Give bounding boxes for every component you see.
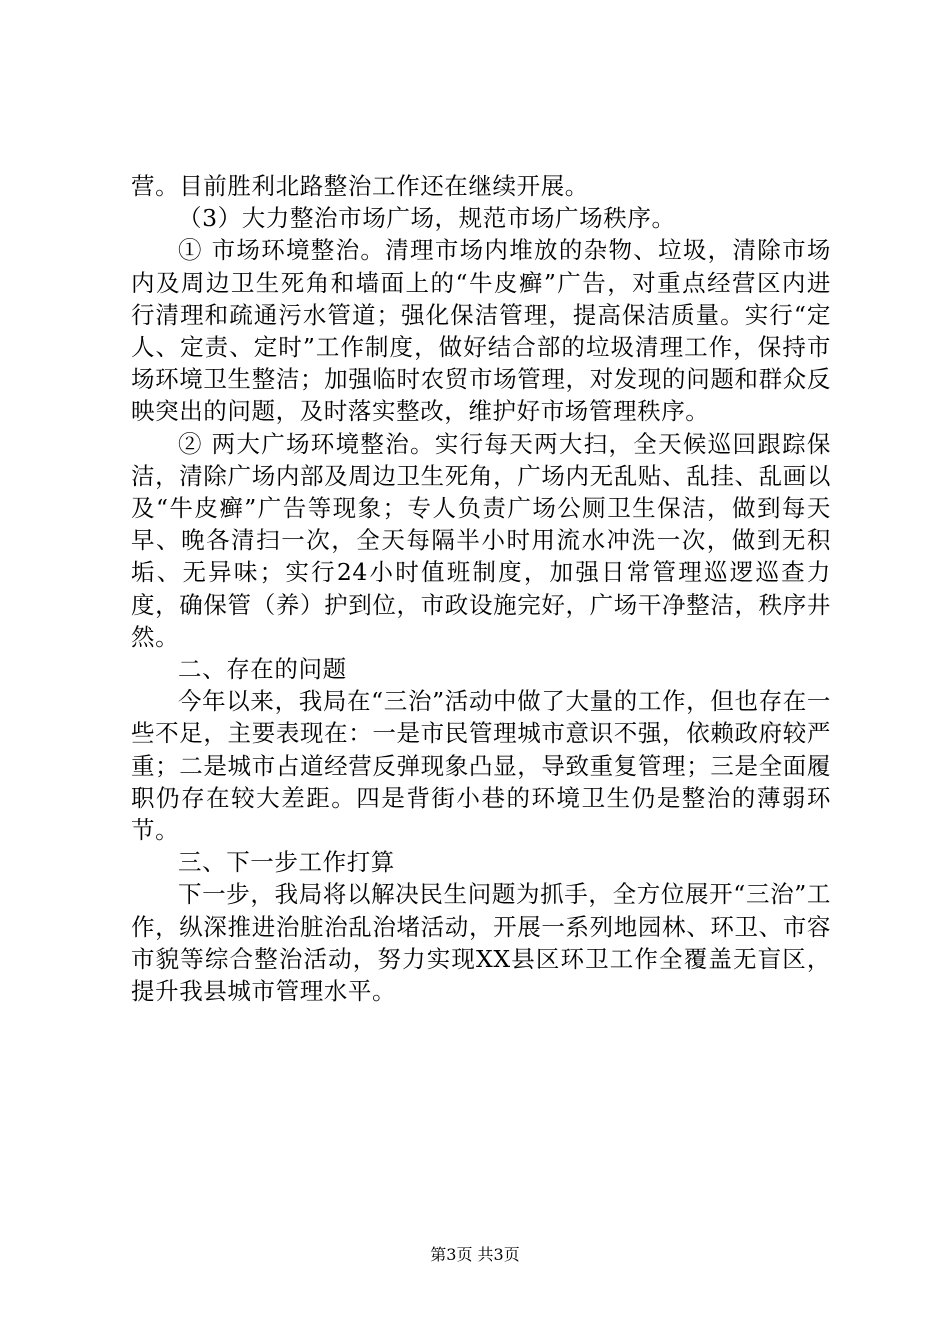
paragraph-market-environment: ① 市场环境整治。清理市场内堆放的杂物、垃圾，清除市场内及周边卫生死角和墙面上的“牛皮癣”广告，对重点经营区内进行清理和疏通污水管道；强化保洁管理，提高保洁质量。实行“定人、定责、定时”工作制度，做好结合部的垃圾清理工作，保持市场环境卫生整洁；加强临时农贸市场管理，对发现的问题和群众反映突出的问题，及时落实整改，维护好市场管理秩序。 — [131, 236, 831, 426]
section-heading-problems: 二、存在的问题 — [178, 655, 347, 684]
paragraph-square-environment: ② 两大广场环境整治。实行每天两大扫，全天候巡回跟踪保洁，清除广场内部及周边卫生死角，广场内无乱贴、乱挂、乱画以及“牛皮癣”广告等现象；专人负责广场公厕卫生保洁，做到每天早、晚各清扫一次，全天每隔半小时用流水冲洗一次，做到无积垢、无异味；实行24小时值班制度，加强日常管理巡逻巡查力度，确保管（养）护到位，市政设施完好，广场干净整洁，秩序井然。 — [131, 429, 831, 651]
section-heading-next-steps: 三、下一步工作打算 — [178, 848, 395, 877]
document-body — [131, 170, 831, 1007]
paragraph-next-steps: 下一步，我局将以解决民生问题为抓手，全方位展开“三治”工作，纵深推进治脏治乱治堵活动，开展一系列地园林、环卫、市容市貌等综合整治活动，努力实现XX县区环卫工作全覆盖无盲区，提升我县城市管理水平。 — [131, 880, 831, 1006]
page-number-footer: 第3页 共3页 — [430, 1245, 520, 1264]
paragraph-continuation: 营。目前胜利北路整治工作还在继续开展。 — [131, 172, 589, 200]
paragraph-problems: 今年以来，我局在“三治”活动中做了大量的工作，但也存在一些不足，主要表现在：一是市民管理城市意识不强，依赖政府较严重；二是城市占道经营反弹现象凸显，导致重复管理；三是全面履职仍存在较大差距。四是背街小巷的环境卫生仍是整治的薄弱环节。 — [131, 687, 831, 845]
section-heading-market-square: （3）大力整治市场广场，规范市场广场秩序。 — [178, 204, 676, 233]
